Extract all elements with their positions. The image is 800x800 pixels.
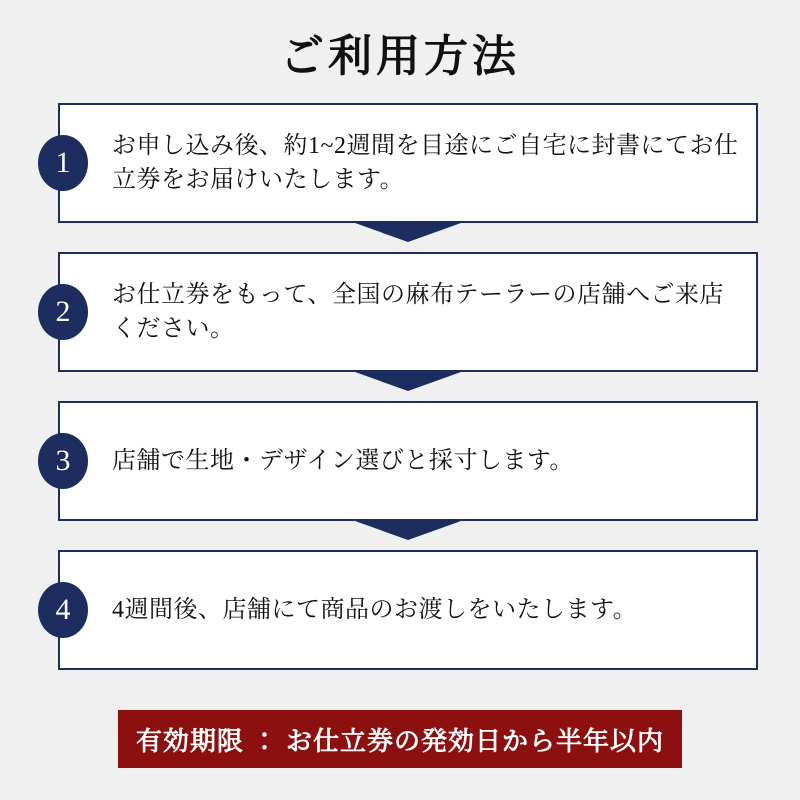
validity-period-banner (118, 710, 682, 768)
step-number-badge: 4 (38, 582, 88, 638)
validity-period-text: 有効期限 ： お仕立券の発効日から半年以内 (135, 726, 664, 756)
steps-flow (55, 103, 758, 670)
step-number-badge: 2 (38, 284, 88, 340)
step-description: お仕立券をもって、全国の麻布テーラーの店舗へご来店ください。 (112, 282, 725, 342)
page-title: ご利用方法 (280, 32, 520, 81)
step-box-4 (55, 550, 758, 670)
step-description: 4週間後、店舗にて商品のお渡しをいたします。 (112, 597, 638, 623)
step-box-1 (55, 103, 758, 223)
step-description: お申し込み後、約1~2週間を目途にご自宅に封書にてお仕立券をお届けいたします。 (112, 133, 739, 193)
step-box-3 (55, 401, 758, 521)
step-box-2 (55, 252, 758, 372)
step-number-badge: 3 (38, 433, 88, 489)
down-arrow-icon (355, 372, 461, 391)
step-description: 店舗で生地・デザイン選びと採寸します。 (112, 448, 574, 474)
down-arrow-icon (355, 223, 461, 242)
down-arrow-icon (355, 521, 461, 540)
step-number-badge: 1 (38, 135, 88, 191)
